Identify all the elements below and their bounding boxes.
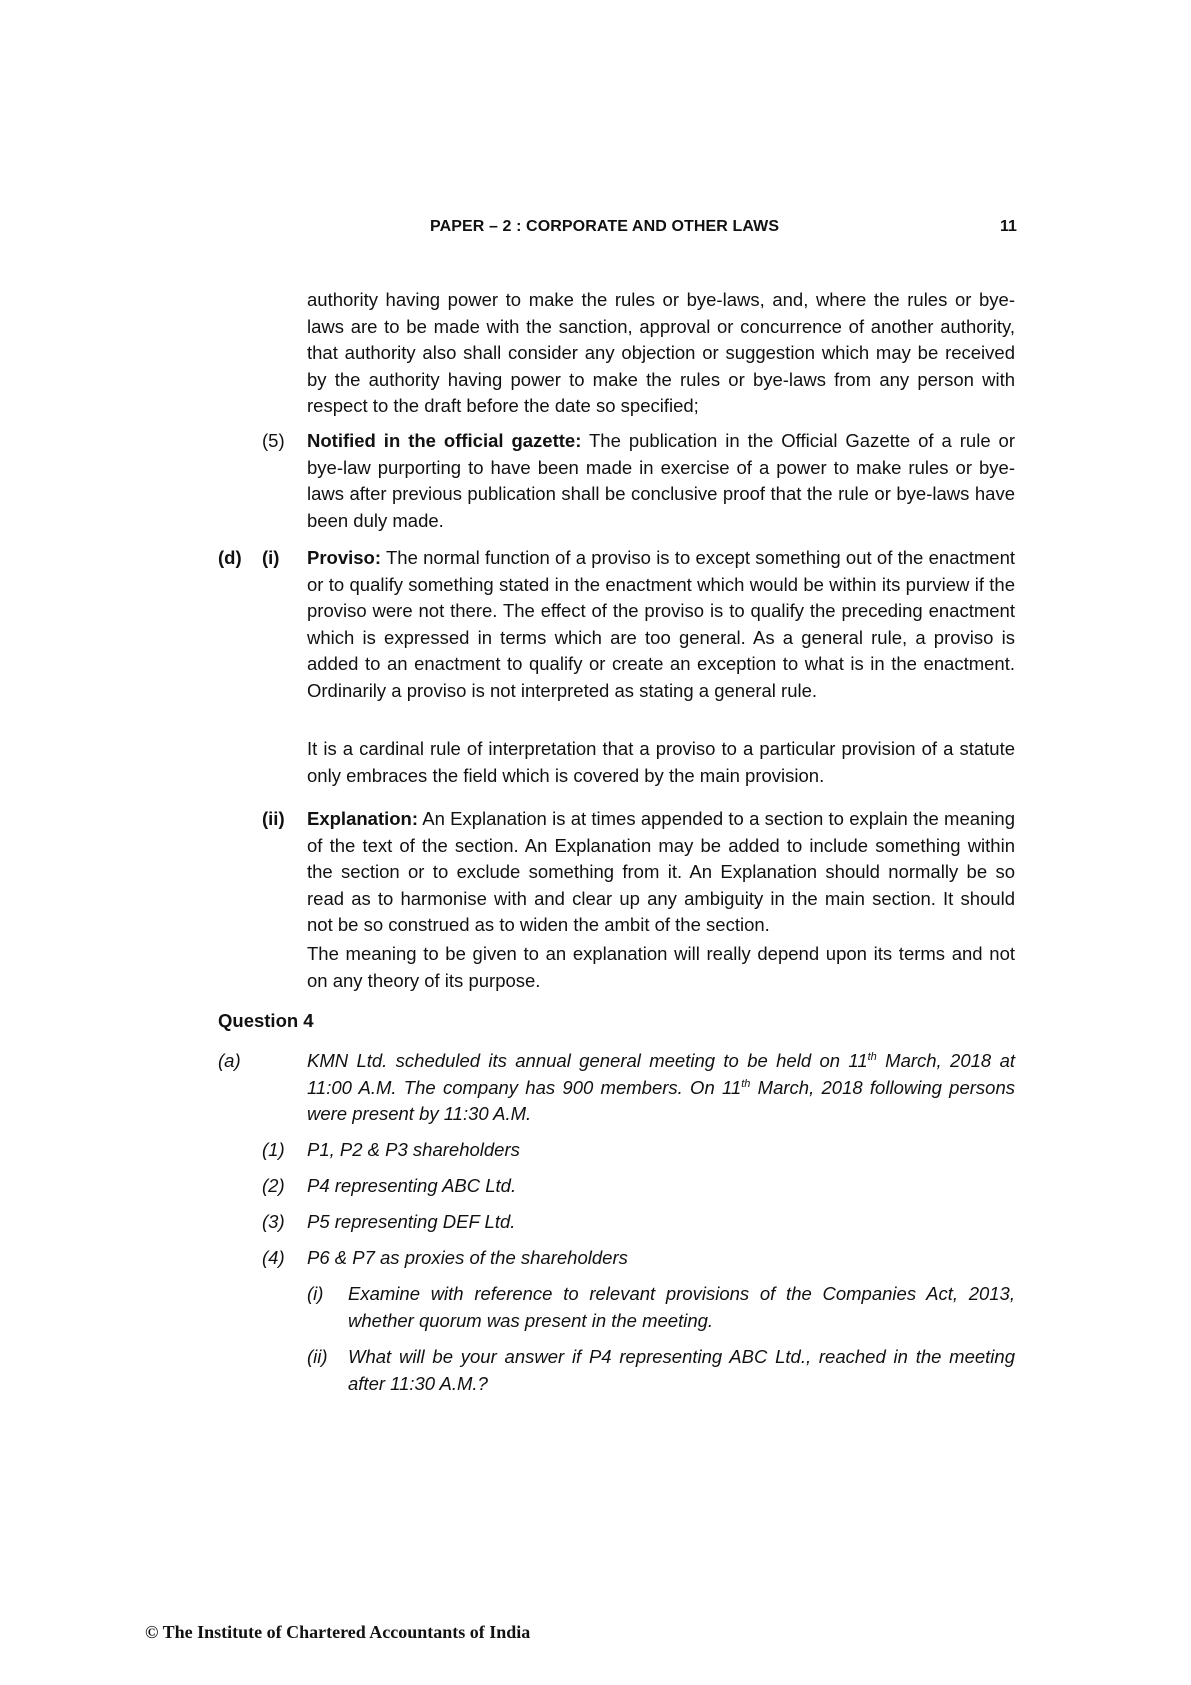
item-5-text: The publication in the Official Gazette of a rule or bye-law purporting to have been made in exercise of a power to make rules or bye-laws after previous publication shall be conclusive proof that the rule or bye-laws have been duly made.	[307, 430, 1016, 531]
question-a-paragraph	[307, 1048, 1015, 1128]
question-a-text-2: March, 2018 at 11:00 A.M. The company has 900 members. On 11	[307, 1050, 1015, 1098]
list-item: P6 & P7 as proxies of the shareholders	[307, 1247, 628, 1268]
question-a-label: (a)	[218, 1050, 241, 1071]
list-item-label: (3)	[262, 1211, 285, 1232]
item-5-label: (5)	[262, 430, 285, 451]
page-number: 11	[1000, 218, 1017, 235]
question-a-sup-1: th	[867, 1050, 877, 1063]
list-item-label: (2)	[262, 1175, 285, 1196]
sub-question: Examine with reference to relevant provisions of the Companies Act, 2013, whether quorum was present in the meeting.	[348, 1283, 1015, 1331]
item-5-paragraph	[307, 428, 1015, 534]
list-item-label: (1)	[262, 1139, 285, 1160]
list-item: P1, P2 & P3 shareholders	[307, 1139, 520, 1160]
continuation-paragraph: authority having power to make the rules or bye-laws, and, where the rules or bye-laws are to be made with the sanction, approval or concurrence of another authority, that authority also shall consider any objection or suggestion which may be received by the authority having power to make the rules or bye-laws from any person with respect to the draft before the date so specified;	[307, 289, 1015, 416]
explanation-heading: Explanation:	[307, 808, 419, 829]
sub-question-label: (ii)	[307, 1346, 328, 1367]
part-d-label: (d)	[218, 547, 242, 568]
page-header	[0, 218, 1191, 242]
proviso-text: The normal function of a proviso is to except something out of the enactment or to qualify something stated in the enactment which would be within its purview if the proviso were not there. The effect of the proviso is to qualify the preceding enactment which is expressed in terms which are too general. As a general rule, a proviso is added to an enactment to qualify or create an exception to what is in the enactment. Ordinarily a proviso is not interpreted as stating a general rule.	[307, 547, 1016, 701]
sub-question: What will be your answer if P4 representing ABC Ltd., reached in the meeting after 11:30 A.M.?	[348, 1346, 1015, 1394]
copyright-footer: © The Institute of Chartered Accountants of India	[145, 1622, 531, 1642]
question-a-text-3: March, 2018 following persons were present by 11:30 A.M.	[307, 1076, 1015, 1124]
part-d-i-label: (i)	[262, 547, 280, 568]
part-d-ii-label: (ii)	[262, 808, 285, 829]
list-item: P4 representing ABC Ltd.	[307, 1175, 517, 1196]
proviso-heading: Proviso:	[307, 547, 382, 568]
list-item: P5 representing DEF Ltd.	[307, 1211, 516, 1232]
question-a-text-1: KMN Ltd. scheduled its annual general meeting to be held on 11	[307, 1050, 868, 1071]
question-heading: Question 4	[218, 1010, 314, 1031]
question-a-sup-2: th	[741, 1077, 751, 1090]
sub-question-label: (i)	[307, 1283, 324, 1304]
list-item-label: (4)	[262, 1247, 285, 1268]
explanation-paragraph	[307, 806, 1015, 939]
proviso-paragraph-2: It is a cardinal rule of interpretation that a proviso to a particular provision of a statute only embraces the field which is covered by the main provision.	[307, 738, 1015, 786]
proviso-paragraph	[307, 545, 1015, 704]
page-header-title: PAPER – 2 : CORPORATE AND OTHER LAWS	[430, 218, 780, 235]
explanation-paragraph-2: The meaning to be given to an explanation will really depend upon its terms and not on any theory of its purpose.	[307, 943, 1015, 991]
item-5-heading: Notified in the official gazette:	[307, 430, 582, 451]
explanation-text: An Explanation is at times appended to a section to explain the meaning of the text of the section. An Explanation may be added to include something within the section or to exclude something from it. An Explanation should normally be so read as to harmonise with and clear up any ambiguity in the main section. It should not be so construed as to widen the ambit of the section.	[307, 808, 1016, 935]
